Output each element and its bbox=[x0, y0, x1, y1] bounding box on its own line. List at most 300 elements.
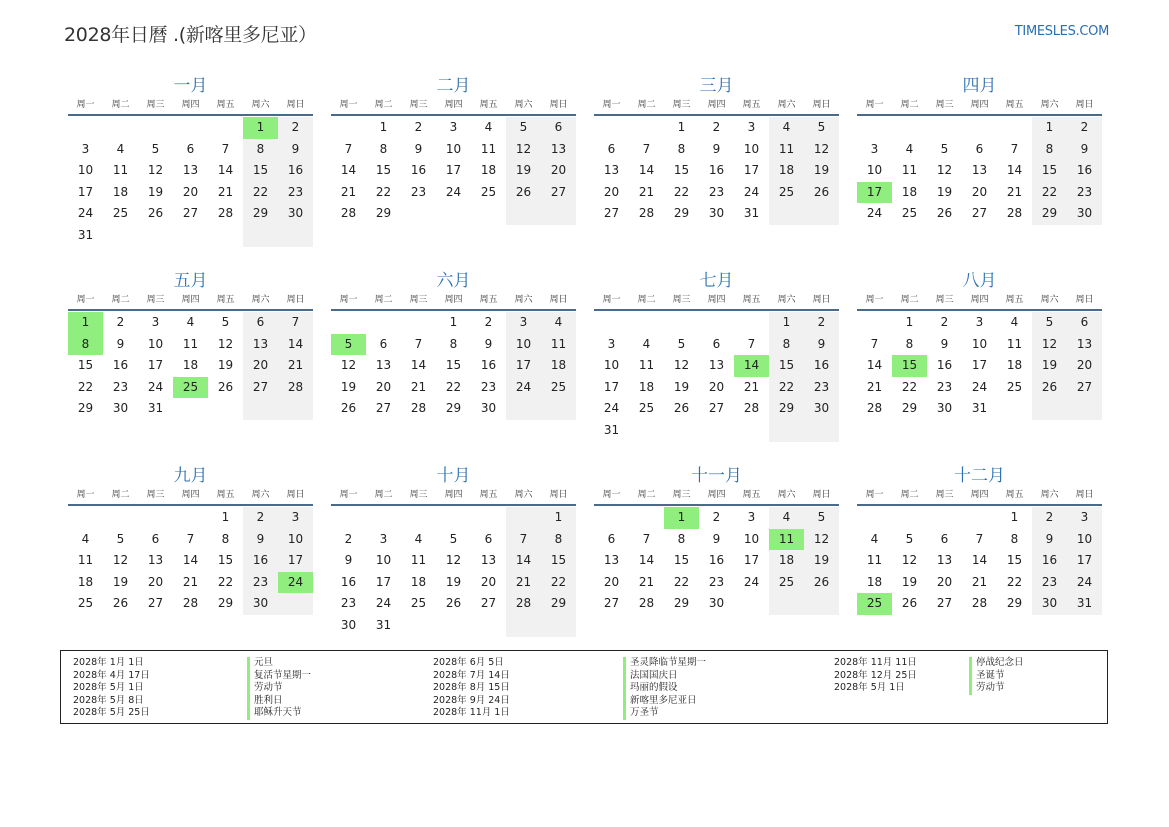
day-cell: 11 bbox=[866, 553, 883, 568]
day-cell: 4 bbox=[186, 315, 195, 329]
weekday-label: 周五 bbox=[1005, 490, 1024, 500]
empty-cell bbox=[401, 615, 436, 637]
day-cell: 22 bbox=[77, 379, 94, 394]
day-cell: 10 bbox=[77, 163, 94, 178]
empty-cell bbox=[629, 312, 664, 334]
day-cell: 19 bbox=[804, 160, 839, 182]
day-cell: 8 bbox=[68, 334, 103, 356]
weekday-label: 周四 bbox=[181, 490, 200, 500]
empty-cell bbox=[892, 507, 927, 529]
day-cell: 23 bbox=[936, 379, 953, 394]
empty-cell bbox=[103, 225, 138, 247]
day-cell: 4 bbox=[1010, 315, 1019, 329]
day-cell: 20 bbox=[936, 574, 953, 589]
day-cell: 25 bbox=[769, 182, 804, 204]
day-cell: 5 bbox=[1032, 312, 1067, 334]
month-name: 四月 bbox=[962, 76, 997, 96]
day-cell: 22 bbox=[243, 182, 278, 204]
weekday-label: 周六 bbox=[514, 100, 533, 110]
day-cell: 6 bbox=[940, 531, 949, 546]
holiday-list bbox=[60, 650, 1108, 724]
day-cell: 17 bbox=[743, 553, 760, 568]
weekday-header bbox=[68, 98, 313, 116]
day-cell: 18 bbox=[480, 163, 497, 178]
day-cell: 1 bbox=[68, 312, 103, 334]
day-cell: 23 bbox=[708, 574, 725, 589]
day-cell: 16 bbox=[112, 358, 129, 373]
day-cell: 16 bbox=[243, 550, 278, 572]
day-cell: 7 bbox=[975, 531, 984, 546]
month-name: 五月 bbox=[173, 271, 208, 291]
day-cell: 3 bbox=[747, 120, 756, 134]
weekday-label: 周日 bbox=[549, 100, 568, 110]
day-cell: 27 bbox=[603, 206, 620, 221]
day-cell: 30 bbox=[1032, 593, 1067, 615]
day-cell: 6 bbox=[1067, 312, 1102, 334]
days-grid bbox=[331, 312, 576, 420]
day-cell: 7 bbox=[506, 529, 541, 551]
empty-cell bbox=[208, 398, 243, 420]
weekday-label: 周日 bbox=[812, 100, 831, 110]
day-cell: 23 bbox=[708, 184, 725, 199]
day-cell: 24 bbox=[743, 574, 760, 589]
weekday-label: 周一 bbox=[865, 100, 884, 110]
month-name: 七月 bbox=[699, 271, 734, 291]
day-cell: 27 bbox=[971, 206, 988, 221]
day-cell: 15 bbox=[217, 553, 234, 568]
day-cell: 18 bbox=[410, 574, 427, 589]
day-cell: 12 bbox=[506, 139, 541, 161]
day-cell: 9 bbox=[1067, 139, 1102, 161]
day-cell: 5 bbox=[506, 117, 541, 139]
day-cell: 22 bbox=[375, 184, 392, 199]
day-cell: 26 bbox=[445, 596, 462, 611]
day-cell: 21 bbox=[638, 574, 655, 589]
day-cell: 6 bbox=[379, 336, 388, 351]
day-cell: 5 bbox=[449, 531, 458, 546]
day-cell: 19 bbox=[673, 379, 690, 394]
day-cell: 10 bbox=[375, 553, 392, 568]
empty-cell bbox=[769, 420, 804, 442]
day-cell: 5 bbox=[221, 315, 230, 329]
day-cell: 21 bbox=[410, 379, 427, 394]
day-cell: 17 bbox=[857, 182, 892, 204]
month-name: 一月 bbox=[173, 76, 208, 96]
weekday-label: 周四 bbox=[707, 490, 726, 500]
holiday-dates-column bbox=[73, 657, 150, 720]
day-cell: 28 bbox=[638, 596, 655, 611]
day-cell: 24 bbox=[603, 401, 620, 416]
day-cell: 20 bbox=[971, 184, 988, 199]
weekday-label: 周一 bbox=[76, 295, 95, 305]
empty-cell bbox=[857, 312, 892, 334]
day-cell: 1 bbox=[664, 507, 699, 529]
day-cell: 30 bbox=[708, 206, 725, 221]
day-cell: 8 bbox=[541, 529, 576, 551]
holiday-date: 2028年 9月 24日 bbox=[433, 694, 510, 706]
empty-cell bbox=[629, 117, 664, 139]
month-calendar bbox=[331, 74, 576, 257]
day-cell: 27 bbox=[541, 182, 576, 204]
day-cell: 19 bbox=[147, 184, 164, 199]
day-cell: 15 bbox=[243, 160, 278, 182]
day-cell: 6 bbox=[151, 531, 160, 546]
day-cell: 19 bbox=[804, 550, 839, 572]
day-cell: 27 bbox=[480, 596, 497, 611]
day-cell: 29 bbox=[217, 596, 234, 611]
holiday-name: 新喀里多尼亚日 bbox=[630, 694, 697, 706]
day-cell: 4 bbox=[81, 531, 90, 546]
empty-cell bbox=[173, 398, 208, 420]
days-grid bbox=[857, 117, 1102, 225]
day-cell: 12 bbox=[112, 553, 129, 568]
day-cell: 22 bbox=[445, 379, 462, 394]
day-cell: 20 bbox=[708, 379, 725, 394]
empty-cell bbox=[138, 225, 173, 247]
day-cell: 10 bbox=[743, 531, 760, 546]
day-cell: 17 bbox=[1067, 550, 1102, 572]
empty-cell bbox=[629, 507, 664, 529]
weekday-label: 周五 bbox=[1005, 295, 1024, 305]
day-cell: 20 bbox=[603, 184, 620, 199]
day-cell: 4 bbox=[116, 141, 125, 156]
empty-cell bbox=[804, 420, 839, 442]
month-calendar bbox=[857, 74, 1102, 257]
day-cell: 29 bbox=[1006, 596, 1023, 611]
month-calendar bbox=[857, 269, 1102, 452]
day-cell: 28 bbox=[340, 206, 357, 221]
holiday-date: 2028年 11月 1日 bbox=[433, 707, 510, 719]
day-cell: 16 bbox=[708, 553, 725, 568]
weekday-label: 周日 bbox=[549, 490, 568, 500]
weekday-label: 周日 bbox=[286, 100, 305, 110]
day-cell: 26 bbox=[1032, 377, 1067, 399]
weekday-label: 周四 bbox=[707, 100, 726, 110]
day-cell: 13 bbox=[936, 553, 953, 568]
weekday-label: 周二 bbox=[900, 100, 919, 110]
month-name: 二月 bbox=[436, 76, 471, 96]
empty-cell bbox=[804, 203, 839, 225]
days-grid bbox=[331, 507, 576, 637]
empty-cell bbox=[436, 507, 471, 529]
day-cell: 19 bbox=[340, 379, 357, 394]
day-cell: 31 bbox=[1067, 593, 1102, 615]
weekday-label: 周四 bbox=[970, 295, 989, 305]
days-grid bbox=[68, 117, 313, 247]
day-cell: 24 bbox=[445, 184, 462, 199]
day-cell: 14 bbox=[340, 163, 357, 178]
day-cell: 23 bbox=[1032, 572, 1067, 594]
day-cell: 12 bbox=[147, 163, 164, 178]
day-cell: 8 bbox=[905, 336, 914, 351]
day-cell: 15 bbox=[77, 358, 94, 373]
empty-cell bbox=[506, 507, 541, 529]
day-cell: 24 bbox=[971, 379, 988, 394]
empty-cell bbox=[103, 507, 138, 529]
day-cell: 4 bbox=[541, 312, 576, 334]
day-cell: 18 bbox=[901, 184, 918, 199]
day-cell: 7 bbox=[1010, 141, 1019, 156]
month-calendar bbox=[331, 269, 576, 452]
day-cell: 14 bbox=[971, 553, 988, 568]
day-cell: 13 bbox=[480, 553, 497, 568]
day-cell: 3 bbox=[607, 336, 616, 351]
weekday-label: 周五 bbox=[216, 490, 235, 500]
weekday-label: 周一 bbox=[76, 100, 95, 110]
empty-cell bbox=[331, 312, 366, 334]
site-link[interactable]: TIMESLES.COM bbox=[1014, 24, 1109, 39]
day-cell: 10 bbox=[445, 141, 462, 156]
day-cell: 3 bbox=[449, 120, 458, 134]
day-cell: 30 bbox=[243, 593, 278, 615]
day-cell: 4 bbox=[642, 336, 651, 351]
day-cell: 4 bbox=[414, 531, 423, 546]
weekday-label: 周一 bbox=[602, 100, 621, 110]
day-cell: 28 bbox=[638, 206, 655, 221]
day-cell: 14 bbox=[866, 358, 883, 373]
holiday-name: 停战纪念日 bbox=[976, 657, 1024, 668]
day-cell: 19 bbox=[901, 574, 918, 589]
empty-cell bbox=[138, 507, 173, 529]
holiday-date: 2028年 8月 15日 bbox=[433, 682, 510, 694]
day-cell: 30 bbox=[708, 596, 725, 611]
weekday-header bbox=[594, 98, 839, 116]
holiday-name: 胜利日 bbox=[254, 694, 283, 706]
holiday-name: 玛丽的假设 bbox=[630, 682, 678, 694]
day-cell: 2 bbox=[940, 315, 949, 329]
month-calendar bbox=[68, 74, 313, 257]
day-cell: 5 bbox=[905, 531, 914, 546]
day-cell: 15 bbox=[1032, 160, 1067, 182]
weekday-label: 周日 bbox=[1075, 490, 1094, 500]
day-cell: 17 bbox=[445, 163, 462, 178]
day-cell: 12 bbox=[217, 336, 234, 351]
day-cell: 26 bbox=[147, 206, 164, 221]
day-cell: 27 bbox=[708, 401, 725, 416]
weekday-label: 周一 bbox=[76, 490, 95, 500]
day-cell: 3 bbox=[870, 141, 879, 156]
day-cell: 9 bbox=[278, 139, 313, 161]
empty-cell bbox=[68, 507, 103, 529]
holiday-name: 劳动节 bbox=[254, 682, 283, 694]
day-cell: 23 bbox=[804, 377, 839, 399]
day-cell: 9 bbox=[712, 141, 721, 156]
holiday-name: 法国国庆日 bbox=[630, 669, 678, 681]
day-cell: 6 bbox=[975, 141, 984, 156]
weekday-label: 周日 bbox=[1075, 295, 1094, 305]
weekday-header bbox=[331, 98, 576, 116]
weekday-header bbox=[594, 488, 839, 506]
day-cell: 14 bbox=[1006, 163, 1023, 178]
day-cell: 16 bbox=[480, 358, 497, 373]
day-cell: 27 bbox=[182, 206, 199, 221]
weekday-label: 周四 bbox=[707, 295, 726, 305]
day-cell: 17 bbox=[147, 358, 164, 373]
day-cell: 1 bbox=[769, 312, 804, 334]
day-cell: 5 bbox=[677, 336, 686, 351]
day-cell: 24 bbox=[506, 377, 541, 399]
day-cell: 30 bbox=[340, 617, 357, 632]
day-cell: 15 bbox=[673, 163, 690, 178]
day-cell: 26 bbox=[804, 182, 839, 204]
weekday-label: 周二 bbox=[111, 490, 130, 500]
day-cell: 12 bbox=[901, 553, 918, 568]
empty-cell bbox=[506, 615, 541, 637]
weekday-label: 周二 bbox=[374, 100, 393, 110]
day-cell: 10 bbox=[603, 358, 620, 373]
empty-cell bbox=[769, 593, 804, 615]
weekday-label: 周六 bbox=[251, 490, 270, 500]
empty-cell bbox=[594, 117, 629, 139]
month-name: 九月 bbox=[173, 466, 208, 486]
day-cell: 2 bbox=[278, 117, 313, 139]
day-cell: 15 bbox=[892, 355, 927, 377]
weekday-label: 周五 bbox=[216, 100, 235, 110]
day-cell: 29 bbox=[1032, 203, 1067, 225]
day-cell: 29 bbox=[673, 596, 690, 611]
day-cell: 17 bbox=[743, 163, 760, 178]
day-cell: 31 bbox=[743, 206, 760, 221]
weekday-label: 周六 bbox=[1040, 295, 1059, 305]
day-cell: 19 bbox=[445, 574, 462, 589]
day-cell: 14 bbox=[410, 358, 427, 373]
day-cell: 26 bbox=[901, 596, 918, 611]
day-cell: 22 bbox=[673, 574, 690, 589]
day-cell: 23 bbox=[278, 182, 313, 204]
day-cell: 9 bbox=[344, 553, 353, 568]
holiday-names-column bbox=[969, 657, 1024, 695]
day-cell: 28 bbox=[1006, 206, 1023, 221]
day-cell: 28 bbox=[506, 593, 541, 615]
day-cell: 24 bbox=[375, 596, 392, 611]
weekday-label: 周六 bbox=[777, 100, 796, 110]
holiday-dates-column bbox=[834, 657, 917, 695]
day-cell: 3 bbox=[975, 315, 984, 329]
weekday-label: 周四 bbox=[181, 295, 200, 305]
weekday-label: 周六 bbox=[514, 295, 533, 305]
day-cell: 13 bbox=[971, 163, 988, 178]
day-cell: 10 bbox=[147, 336, 164, 351]
day-cell: 10 bbox=[1067, 529, 1102, 551]
day-cell: 17 bbox=[971, 358, 988, 373]
empty-cell bbox=[173, 117, 208, 139]
weekday-label: 周二 bbox=[900, 490, 919, 500]
day-cell: 6 bbox=[541, 117, 576, 139]
day-cell: 29 bbox=[77, 401, 94, 416]
day-cell: 13 bbox=[243, 334, 278, 356]
day-cell: 27 bbox=[375, 401, 392, 416]
empty-cell bbox=[208, 225, 243, 247]
day-cell: 9 bbox=[116, 336, 125, 351]
day-cell: 18 bbox=[541, 355, 576, 377]
day-cell: 8 bbox=[677, 141, 686, 156]
weekday-label: 周三 bbox=[672, 490, 691, 500]
weekday-label: 周五 bbox=[479, 490, 498, 500]
day-cell: 7 bbox=[747, 336, 756, 351]
day-cell: 3 bbox=[379, 531, 388, 546]
day-cell: 6 bbox=[484, 531, 493, 546]
weekday-label: 周五 bbox=[742, 295, 761, 305]
empty-cell bbox=[138, 117, 173, 139]
day-cell: 3 bbox=[747, 510, 756, 524]
day-cell: 28 bbox=[217, 206, 234, 221]
weekday-label: 周一 bbox=[865, 295, 884, 305]
day-cell: 8 bbox=[449, 336, 458, 351]
day-cell: 2 bbox=[804, 312, 839, 334]
day-cell: 6 bbox=[607, 531, 616, 546]
months-grid bbox=[68, 74, 1102, 647]
holiday-name: 耶稣升天节 bbox=[254, 707, 302, 719]
day-cell: 27 bbox=[936, 596, 953, 611]
days-grid bbox=[857, 312, 1102, 420]
weekday-label: 周二 bbox=[111, 100, 130, 110]
day-cell: 13 bbox=[375, 358, 392, 373]
day-cell: 25 bbox=[410, 596, 427, 611]
day-cell: 29 bbox=[541, 593, 576, 615]
day-cell: 14 bbox=[182, 553, 199, 568]
day-cell: 28 bbox=[866, 401, 883, 416]
weekday-label: 周四 bbox=[181, 100, 200, 110]
weekday-label: 周一 bbox=[339, 490, 358, 500]
month-calendar bbox=[68, 464, 313, 647]
month-name: 三月 bbox=[699, 76, 734, 96]
weekday-label: 周一 bbox=[602, 490, 621, 500]
weekday-label: 周五 bbox=[479, 100, 498, 110]
day-cell: 10 bbox=[278, 529, 313, 551]
day-cell: 5 bbox=[331, 334, 366, 356]
day-cell: 15 bbox=[769, 355, 804, 377]
day-cell: 18 bbox=[112, 184, 129, 199]
day-cell: 15 bbox=[673, 553, 690, 568]
day-cell: 21 bbox=[506, 572, 541, 594]
weekday-label: 周日 bbox=[812, 490, 831, 500]
empty-cell bbox=[401, 312, 436, 334]
holiday-dates-column bbox=[433, 657, 510, 720]
days-grid bbox=[857, 507, 1102, 615]
empty-cell bbox=[1032, 398, 1067, 420]
day-cell: 27 bbox=[147, 596, 164, 611]
day-cell: 29 bbox=[901, 401, 918, 416]
weekday-label: 周三 bbox=[672, 100, 691, 110]
day-cell: 15 bbox=[375, 163, 392, 178]
day-cell: 20 bbox=[1067, 355, 1102, 377]
day-cell: 20 bbox=[480, 574, 497, 589]
day-cell: 6 bbox=[243, 312, 278, 334]
holiday-date: 2028年 5月 8日 bbox=[73, 694, 144, 706]
day-cell: 13 bbox=[182, 163, 199, 178]
day-cell: 9 bbox=[484, 336, 493, 351]
day-cell: 26 bbox=[936, 206, 953, 221]
days-grid bbox=[594, 117, 839, 225]
day-cell: 13 bbox=[603, 553, 620, 568]
day-cell: 13 bbox=[708, 358, 725, 373]
day-cell: 7 bbox=[642, 141, 651, 156]
day-cell: 16 bbox=[936, 358, 953, 373]
day-cell: 3 bbox=[506, 312, 541, 334]
empty-cell bbox=[436, 203, 471, 225]
day-cell: 21 bbox=[217, 184, 234, 199]
empty-cell bbox=[436, 615, 471, 637]
day-cell: 1 bbox=[541, 507, 576, 529]
day-cell: 26 bbox=[112, 596, 129, 611]
day-cell: 28 bbox=[743, 401, 760, 416]
day-cell: 19 bbox=[936, 184, 953, 199]
day-cell: 4 bbox=[484, 120, 493, 134]
holiday-name: 元旦 bbox=[254, 657, 274, 668]
day-cell: 20 bbox=[541, 160, 576, 182]
day-cell: 24 bbox=[147, 379, 164, 394]
day-cell: 9 bbox=[712, 531, 721, 546]
